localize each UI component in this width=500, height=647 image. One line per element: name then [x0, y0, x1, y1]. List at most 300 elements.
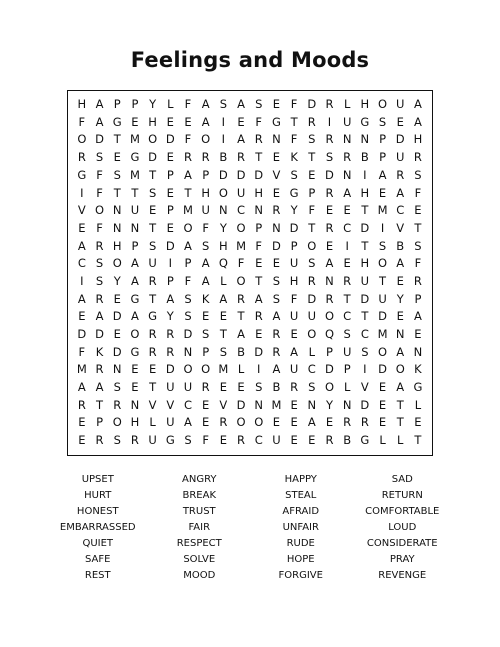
grid-letter[interactable]: S: [378, 238, 387, 253]
grid-letter[interactable]: G: [271, 114, 281, 129]
grid-letter[interactable]: D: [112, 309, 122, 324]
grid-letter[interactable]: F: [290, 132, 298, 147]
grid-letter[interactable]: M: [271, 397, 282, 412]
grid-letter[interactable]: R: [201, 380, 210, 395]
grid-letter[interactable]: A: [166, 291, 175, 306]
grid-letter[interactable]: E: [166, 185, 174, 200]
grid-letter[interactable]: K: [201, 291, 210, 306]
grid-letter[interactable]: P: [166, 203, 174, 218]
grid-letter[interactable]: P: [343, 362, 351, 377]
grid-letter[interactable]: R: [201, 150, 210, 165]
grid-letter[interactable]: E: [272, 97, 281, 112]
grid-letter[interactable]: G: [77, 167, 87, 182]
grid-letter[interactable]: A: [95, 309, 104, 324]
grid-letter[interactable]: E: [272, 150, 281, 165]
grid-letter[interactable]: O: [112, 415, 122, 430]
grid-letter[interactable]: E: [219, 433, 227, 448]
grid-letter[interactable]: A: [95, 114, 104, 129]
grid-letter[interactable]: F: [78, 344, 86, 359]
grid-letter[interactable]: R: [413, 273, 422, 288]
grid-letter[interactable]: O: [148, 132, 158, 147]
grid-letter[interactable]: E: [378, 185, 387, 200]
grid-letter[interactable]: H: [289, 273, 299, 288]
grid-letter[interactable]: T: [113, 132, 121, 147]
grid-letter[interactable]: E: [378, 397, 387, 412]
grid-letter[interactable]: P: [96, 415, 103, 430]
grid-letter[interactable]: S: [184, 291, 192, 306]
grid-letter[interactable]: R: [95, 291, 104, 306]
grid-letter[interactable]: K: [95, 344, 104, 359]
grid-letter[interactable]: B: [396, 238, 405, 253]
grid-letter[interactable]: O: [183, 220, 193, 235]
grid-letter[interactable]: U: [342, 344, 352, 359]
grid-letter[interactable]: E: [308, 433, 316, 448]
grid-letter[interactable]: K: [414, 362, 422, 377]
grid-letter[interactable]: S: [308, 380, 316, 395]
grid-letter[interactable]: U: [396, 97, 405, 112]
grid-letter[interactable]: M: [183, 203, 193, 218]
grid-letter[interactable]: R: [343, 415, 352, 430]
grid-letter[interactable]: R: [237, 150, 246, 165]
grid-letter[interactable]: L: [397, 433, 404, 448]
grid-letter[interactable]: D: [95, 132, 104, 147]
grid-letter[interactable]: V: [396, 220, 405, 235]
grid-letter[interactable]: N: [342, 397, 352, 412]
grid-letter[interactable]: L: [343, 380, 351, 395]
grid-letter[interactable]: E: [202, 415, 210, 430]
grid-letter[interactable]: P: [131, 238, 139, 253]
grid-letter[interactable]: M: [236, 238, 246, 253]
letter-grid[interactable]: [73, 96, 427, 450]
grid-letter[interactable]: V: [360, 380, 369, 395]
grid-letter[interactable]: S: [343, 327, 351, 342]
grid-letter[interactable]: U: [396, 150, 405, 165]
grid-letter[interactable]: D: [183, 327, 193, 342]
grid-letter[interactable]: R: [360, 415, 369, 430]
grid-letter[interactable]: D: [378, 362, 387, 377]
grid-letter[interactable]: S: [255, 97, 263, 112]
grid-letter[interactable]: E: [113, 327, 121, 342]
grid-letter[interactable]: D: [236, 167, 246, 182]
grid-letter[interactable]: A: [396, 185, 405, 200]
grid-letter[interactable]: R: [307, 114, 316, 129]
grid-letter[interactable]: S: [113, 433, 121, 448]
grid-letter[interactable]: R: [343, 273, 352, 288]
grid-letter[interactable]: O: [130, 327, 140, 342]
grid-letter[interactable]: M: [129, 132, 140, 147]
grid-letter[interactable]: R: [95, 362, 104, 377]
grid-letter[interactable]: E: [113, 291, 121, 306]
grid-letter[interactable]: I: [345, 238, 349, 253]
grid-letter[interactable]: T: [414, 220, 422, 235]
grid-letter[interactable]: R: [77, 397, 86, 412]
grid-letter[interactable]: P: [379, 132, 386, 147]
grid-letter[interactable]: O: [307, 327, 317, 342]
grid-letter[interactable]: T: [414, 433, 422, 448]
grid-letter[interactable]: S: [95, 256, 104, 271]
grid-letter[interactable]: Q: [324, 327, 334, 342]
grid-letter[interactable]: T: [131, 185, 139, 200]
grid-letter[interactable]: R: [343, 150, 352, 165]
grid-letter[interactable]: G: [289, 185, 299, 200]
grid-letter[interactable]: T: [219, 327, 227, 342]
grid-letter[interactable]: E: [414, 327, 422, 342]
grid-letter[interactable]: S: [95, 273, 104, 288]
grid-letter[interactable]: S: [290, 167, 298, 182]
grid-letter[interactable]: F: [308, 203, 316, 218]
grid-letter[interactable]: S: [184, 309, 192, 324]
grid-letter[interactable]: S: [325, 150, 334, 165]
grid-letter[interactable]: U: [183, 380, 193, 395]
grid-letter[interactable]: E: [396, 114, 404, 129]
grid-letter[interactable]: N: [272, 220, 281, 235]
grid-letter[interactable]: T: [96, 397, 104, 412]
grid-letter[interactable]: L: [237, 362, 245, 377]
grid-letter[interactable]: E: [272, 415, 281, 430]
grid-letter[interactable]: F: [237, 256, 245, 271]
grid-letter[interactable]: N: [342, 132, 352, 147]
grid-letter[interactable]: A: [77, 291, 86, 306]
grid-letter[interactable]: E: [148, 203, 157, 218]
grid-letter[interactable]: E: [378, 380, 387, 395]
grid-letter[interactable]: A: [184, 238, 192, 253]
grid-letter[interactable]: S: [184, 433, 192, 448]
grid-letter[interactable]: O: [95, 203, 105, 218]
grid-letter[interactable]: A: [272, 362, 281, 377]
grid-letter[interactable]: A: [237, 132, 245, 147]
grid-letter[interactable]: E: [255, 327, 263, 342]
grid-letter[interactable]: E: [148, 362, 157, 377]
grid-letter[interactable]: O: [378, 256, 388, 271]
grid-letter[interactable]: E: [78, 415, 86, 430]
grid-letter[interactable]: U: [289, 362, 299, 377]
grid-letter[interactable]: B: [343, 433, 352, 448]
grid-letter[interactable]: R: [148, 344, 157, 359]
grid-letter[interactable]: O: [112, 256, 122, 271]
grid-letter[interactable]: G: [148, 309, 158, 324]
grid-letter[interactable]: Y: [325, 397, 333, 412]
grid-letter[interactable]: V: [272, 167, 281, 182]
grid-letter[interactable]: D: [112, 344, 122, 359]
grid-letter[interactable]: R: [95, 238, 104, 253]
grid-letter[interactable]: N: [342, 167, 352, 182]
grid-letter[interactable]: F: [96, 167, 103, 182]
grid-letter[interactable]: T: [361, 203, 369, 218]
grid-letter[interactable]: M: [377, 327, 388, 342]
grid-letter[interactable]: E: [414, 415, 422, 430]
grid-letter[interactable]: V: [148, 397, 157, 412]
grid-letter[interactable]: D: [378, 309, 387, 324]
grid-letter[interactable]: E: [343, 203, 351, 218]
grid-letter[interactable]: D: [289, 220, 299, 235]
grid-letter[interactable]: R: [325, 132, 334, 147]
grid-letter[interactable]: E: [290, 327, 298, 342]
grid-letter[interactable]: N: [112, 362, 122, 377]
grid-letter[interactable]: D: [165, 132, 175, 147]
grid-letter[interactable]: S: [414, 167, 422, 182]
grid-letter[interactable]: O: [236, 273, 246, 288]
grid-letter[interactable]: S: [361, 344, 369, 359]
grid-letter[interactable]: Y: [396, 291, 404, 306]
grid-letter[interactable]: U: [148, 256, 157, 271]
grid-letter[interactable]: A: [413, 114, 422, 129]
grid-letter[interactable]: A: [95, 97, 104, 112]
grid-letter[interactable]: E: [325, 238, 334, 253]
grid-letter[interactable]: E: [131, 380, 139, 395]
grid-letter[interactable]: N: [254, 203, 264, 218]
grid-letter[interactable]: I: [363, 362, 367, 377]
grid-letter[interactable]: B: [219, 150, 228, 165]
grid-letter[interactable]: T: [184, 185, 192, 200]
grid-letter[interactable]: T: [149, 291, 157, 306]
grid-letter[interactable]: D: [254, 167, 264, 182]
grid-letter[interactable]: A: [396, 344, 405, 359]
grid-letter[interactable]: I: [168, 256, 172, 271]
grid-letter[interactable]: R: [148, 327, 157, 342]
grid-letter[interactable]: K: [290, 150, 298, 165]
grid-letter[interactable]: H: [130, 415, 140, 430]
grid-letter[interactable]: U: [166, 380, 175, 395]
grid-letter[interactable]: P: [308, 185, 316, 200]
grid-letter[interactable]: R: [166, 327, 175, 342]
grid-letter[interactable]: G: [413, 380, 423, 395]
grid-letter[interactable]: O: [236, 415, 246, 430]
grid-letter[interactable]: E: [184, 114, 192, 129]
grid-letter[interactable]: P: [202, 167, 210, 182]
grid-letter[interactable]: Y: [166, 309, 174, 324]
grid-letter[interactable]: F: [96, 220, 103, 235]
grid-letter[interactable]: O: [77, 132, 87, 147]
grid-letter[interactable]: C: [254, 433, 263, 448]
grid-letter[interactable]: Y: [149, 97, 157, 112]
grid-letter[interactable]: R: [272, 344, 281, 359]
grid-letter[interactable]: M: [218, 362, 229, 377]
grid-letter[interactable]: R: [148, 273, 157, 288]
grid-letter[interactable]: E: [272, 256, 281, 271]
grid-letter[interactable]: A: [254, 291, 263, 306]
grid-letter[interactable]: T: [361, 238, 369, 253]
grid-letter[interactable]: D: [307, 97, 317, 112]
grid-letter[interactable]: L: [379, 433, 386, 448]
grid-letter[interactable]: E: [78, 220, 86, 235]
grid-letter[interactable]: F: [184, 273, 192, 288]
grid-letter[interactable]: T: [149, 220, 157, 235]
grid-letter[interactable]: F: [255, 238, 263, 253]
grid-letter[interactable]: P: [166, 273, 174, 288]
grid-letter[interactable]: T: [343, 291, 351, 306]
grid-letter[interactable]: R: [272, 327, 281, 342]
grid-letter[interactable]: Y: [113, 273, 121, 288]
grid-letter[interactable]: N: [183, 344, 193, 359]
grid-letter[interactable]: R: [254, 309, 263, 324]
grid-letter[interactable]: R: [307, 273, 316, 288]
grid-letter[interactable]: S: [113, 380, 121, 395]
grid-letter[interactable]: L: [343, 97, 351, 112]
grid-letter[interactable]: O: [201, 132, 211, 147]
grid-letter[interactable]: T: [396, 397, 404, 412]
grid-letter[interactable]: R: [325, 220, 334, 235]
grid-letter[interactable]: E: [325, 415, 334, 430]
grid-letter[interactable]: I: [380, 220, 385, 235]
grid-letter[interactable]: T: [149, 167, 157, 182]
grid-letter[interactable]: I: [327, 114, 332, 129]
grid-letter[interactable]: H: [77, 97, 87, 112]
grid-letter[interactable]: U: [360, 273, 370, 288]
grid-letter[interactable]: C: [343, 220, 352, 235]
grid-letter[interactable]: A: [272, 309, 281, 324]
grid-letter[interactable]: R: [290, 380, 299, 395]
grid-letter[interactable]: A: [130, 273, 139, 288]
grid-letter[interactable]: F: [255, 114, 263, 129]
grid-letter[interactable]: O: [324, 309, 334, 324]
grid-letter[interactable]: L: [308, 344, 315, 359]
grid-letter[interactable]: A: [201, 114, 210, 129]
grid-letter[interactable]: T: [113, 185, 121, 200]
grid-letter[interactable]: R: [77, 150, 86, 165]
grid-letter[interactable]: M: [377, 203, 388, 218]
grid-letter[interactable]: F: [290, 291, 298, 306]
grid-letter[interactable]: N: [395, 327, 405, 342]
grid-letter[interactable]: R: [95, 433, 104, 448]
grid-letter[interactable]: A: [325, 256, 334, 271]
grid-letter[interactable]: I: [221, 114, 226, 129]
grid-letter[interactable]: R: [254, 132, 263, 147]
grid-letter[interactable]: T: [379, 273, 387, 288]
grid-letter[interactable]: P: [202, 344, 210, 359]
grid-letter[interactable]: E: [255, 256, 263, 271]
grid-letter[interactable]: D: [360, 220, 370, 235]
grid-letter[interactable]: D: [165, 362, 175, 377]
grid-letter[interactable]: D: [395, 132, 405, 147]
grid-letter[interactable]: R: [325, 433, 334, 448]
grid-letter[interactable]: I: [80, 185, 84, 200]
grid-letter[interactable]: T: [149, 380, 157, 395]
grid-letter[interactable]: A: [307, 415, 316, 430]
grid-letter[interactable]: D: [77, 327, 87, 342]
grid-letter[interactable]: U: [378, 291, 387, 306]
grid-letter[interactable]: R: [325, 185, 334, 200]
grid-letter[interactable]: H: [112, 238, 122, 253]
grid-letter[interactable]: C: [183, 397, 192, 412]
grid-letter[interactable]: E: [272, 185, 281, 200]
grid-letter[interactable]: E: [219, 380, 227, 395]
grid-letter[interactable]: F: [202, 220, 209, 235]
grid-letter[interactable]: S: [272, 273, 281, 288]
grid-letter[interactable]: U: [289, 256, 299, 271]
grid-letter[interactable]: O: [324, 380, 334, 395]
grid-letter[interactable]: E: [166, 150, 174, 165]
grid-letter[interactable]: G: [130, 344, 140, 359]
grid-letter[interactable]: Y: [290, 203, 298, 218]
grid-letter[interactable]: S: [308, 132, 316, 147]
grid-letter[interactable]: E: [378, 415, 387, 430]
grid-letter[interactable]: S: [308, 256, 316, 271]
grid-letter[interactable]: P: [184, 256, 192, 271]
grid-letter[interactable]: E: [290, 433, 298, 448]
grid-letter[interactable]: G: [165, 433, 175, 448]
grid-letter[interactable]: E: [290, 415, 298, 430]
grid-letter[interactable]: N: [130, 220, 140, 235]
grid-letter[interactable]: A: [396, 380, 405, 395]
grid-letter[interactable]: S: [202, 238, 210, 253]
grid-letter[interactable]: D: [95, 327, 104, 342]
grid-letter[interactable]: O: [236, 220, 246, 235]
grid-letter[interactable]: F: [414, 256, 422, 271]
grid-letter[interactable]: E: [343, 256, 351, 271]
grid-letter[interactable]: T: [237, 309, 245, 324]
grid-letter[interactable]: T: [308, 150, 316, 165]
grid-letter[interactable]: D: [254, 344, 264, 359]
grid-letter[interactable]: D: [148, 150, 158, 165]
grid-letter[interactable]: E: [237, 114, 245, 129]
grid-letter[interactable]: R: [219, 415, 228, 430]
grid-letter[interactable]: A: [77, 380, 86, 395]
grid-letter[interactable]: E: [308, 167, 316, 182]
grid-letter[interactable]: R: [166, 344, 175, 359]
grid-letter[interactable]: T: [308, 220, 316, 235]
grid-letter[interactable]: E: [202, 309, 210, 324]
grid-letter[interactable]: R: [325, 291, 334, 306]
grid-letter[interactable]: D: [307, 291, 317, 306]
grid-letter[interactable]: H: [219, 238, 228, 253]
grid-letter[interactable]: S: [219, 344, 227, 359]
grid-letter[interactable]: S: [148, 185, 157, 200]
grid-letter[interactable]: U: [166, 415, 175, 430]
grid-letter[interactable]: V: [166, 397, 175, 412]
grid-letter[interactable]: U: [130, 203, 140, 218]
grid-letter[interactable]: F: [202, 433, 209, 448]
grid-letter[interactable]: I: [257, 362, 261, 377]
grid-letter[interactable]: V: [219, 397, 228, 412]
grid-letter[interactable]: U: [289, 309, 299, 324]
grid-letter[interactable]: G: [360, 433, 370, 448]
grid-letter[interactable]: A: [378, 167, 387, 182]
grid-letter[interactable]: I: [221, 132, 226, 147]
grid-letter[interactable]: E: [237, 380, 245, 395]
grid-letter[interactable]: A: [396, 256, 405, 271]
grid-letter[interactable]: O: [378, 97, 388, 112]
grid-letter[interactable]: F: [184, 132, 192, 147]
grid-letter[interactable]: T: [255, 150, 263, 165]
grid-letter[interactable]: S: [113, 167, 121, 182]
grid-letter[interactable]: L: [149, 415, 156, 430]
grid-letter[interactable]: M: [76, 362, 87, 377]
grid-letter[interactable]: A: [219, 291, 228, 306]
grid-letter[interactable]: B: [272, 380, 281, 395]
grid-letter[interactable]: T: [255, 273, 263, 288]
grid-letter[interactable]: R: [237, 291, 246, 306]
grid-letter[interactable]: S: [148, 238, 157, 253]
grid-letter[interactable]: N: [413, 344, 423, 359]
grid-letter[interactable]: P: [131, 97, 139, 112]
grid-letter[interactable]: D: [236, 397, 246, 412]
grid-letter[interactable]: A: [130, 309, 139, 324]
grid-letter[interactable]: H: [360, 256, 370, 271]
grid-letter[interactable]: R: [237, 433, 246, 448]
grid-letter[interactable]: A: [237, 97, 245, 112]
grid-letter[interactable]: F: [290, 97, 298, 112]
grid-letter[interactable]: L: [167, 97, 174, 112]
grid-letter[interactable]: E: [325, 203, 334, 218]
grid-letter[interactable]: N: [272, 132, 281, 147]
grid-letter[interactable]: O: [395, 362, 405, 377]
grid-letter[interactable]: S: [219, 97, 227, 112]
grid-letter[interactable]: V: [77, 203, 86, 218]
grid-letter[interactable]: F: [184, 97, 192, 112]
grid-letter[interactable]: C: [343, 309, 352, 324]
grid-letter[interactable]: S: [272, 291, 281, 306]
grid-letter[interactable]: S: [255, 380, 263, 395]
